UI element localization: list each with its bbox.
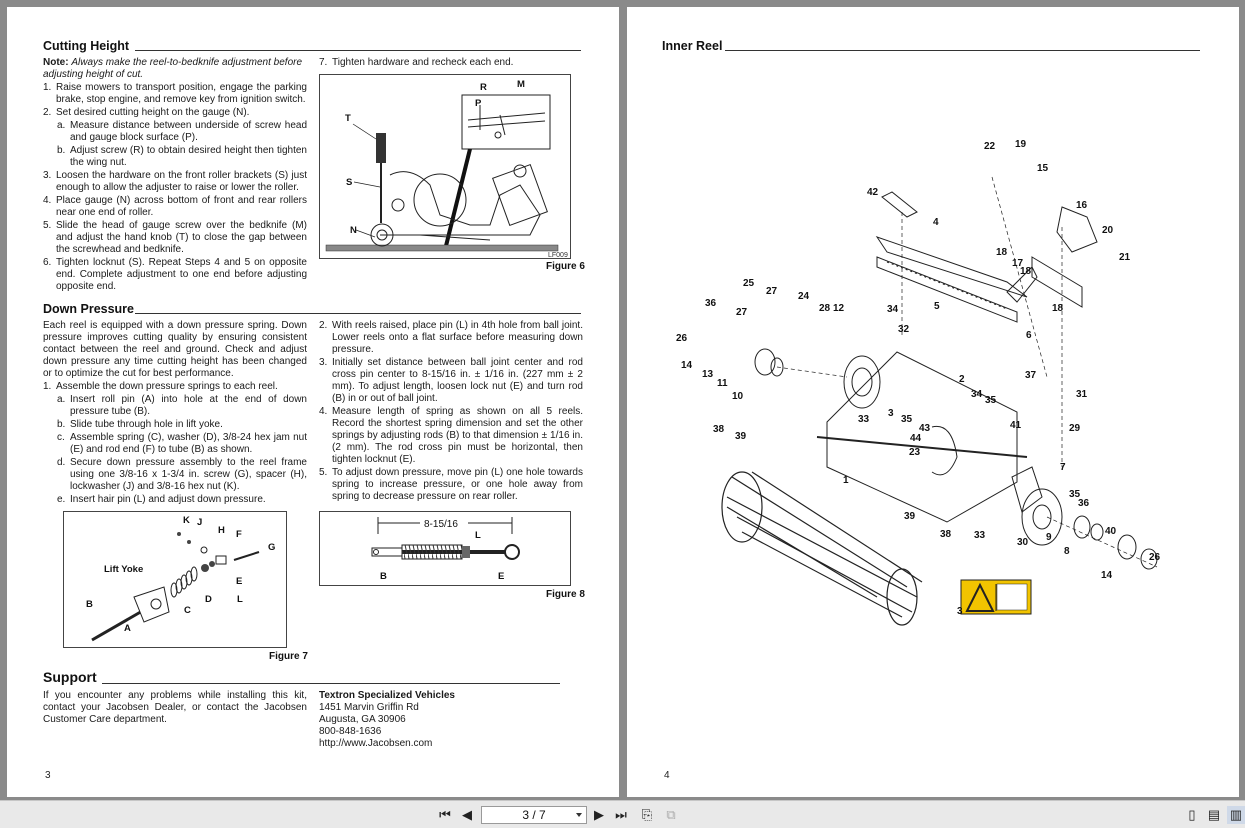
part-callout: 26: [676, 333, 688, 344]
label-t: T: [345, 113, 351, 124]
part-callout: 17: [1012, 258, 1024, 269]
figure-8-drawing: [320, 512, 570, 585]
svg-text:E: E: [498, 571, 505, 582]
part-callout: 30: [1017, 537, 1029, 548]
step-7: 7. Tighten hardware and recheck each end.: [319, 57, 514, 68]
single-page-view-icon[interactable]: ▯: [1188, 807, 1196, 822]
two-page-view-icon[interactable]: ▥: [1227, 806, 1245, 824]
step: 6. Tighten locknut (S). Repeat Steps 4 and 5 on opposite end. Complete adjustment to one end before adjusting opposite end.: [43, 257, 307, 292]
svg-text:L: L: [475, 530, 481, 541]
step: 1. Assemble the down pressure springs to each reel.: [43, 381, 278, 392]
rotate-page-icon[interactable]: ⎘: [641, 807, 653, 822]
figure-6: [319, 74, 571, 259]
step: 1. Raise mowers to transport position, engage the parking brake, stop engine, and remove key from ignition switch.: [43, 82, 307, 105]
part-callout: 40: [1105, 526, 1117, 537]
note: Note: Always make the reel-to-bedknife adjustment before adjusting height of cut.: [43, 57, 303, 80]
part-callout: 28: [819, 303, 831, 314]
part-callout: 39: [735, 431, 747, 442]
part-callout: 8: [1064, 546, 1070, 557]
part-callout: 1: [843, 475, 849, 486]
step: 4. Measure length of spring as shown on all 5 reels. Record the shortest spring dimension and set the other springs by adjusting rods (B) to that dimension ± 1/16 in. (2 mm). The rod cross pin must be horizontal, then tighten locknut (E).: [319, 406, 583, 465]
label-m: M: [517, 79, 525, 90]
part-callout: 22: [984, 141, 996, 152]
phone: 800-848-1636: [319, 726, 382, 737]
figure-code: LF009: [548, 252, 568, 258]
figure-8-caption: Figure 8: [546, 589, 585, 600]
substep: a. Insert roll pin (A) into hole at the end of down pressure tube (B).: [57, 394, 307, 417]
part-callout: 41: [1010, 420, 1022, 431]
first-page-icon[interactable]: ⏮: [439, 807, 451, 822]
svg-text:B: B: [86, 599, 93, 610]
figure-8: [319, 511, 571, 586]
part-callout: 18: [1020, 266, 1032, 277]
part-callout: 43: [919, 423, 931, 434]
part-callout: 5: [934, 301, 940, 312]
part-callout: 2: [959, 374, 965, 385]
part-callout: 26: [1149, 552, 1161, 563]
part-callout: 36: [705, 298, 717, 309]
svg-text:E: E: [236, 576, 243, 587]
part-callout: 18: [996, 247, 1008, 258]
part-callout: 7: [1060, 462, 1066, 473]
part-callout: 9: [1046, 532, 1052, 543]
part-callout: 33: [974, 530, 986, 541]
svg-text:G: G: [268, 542, 276, 553]
step: 2. With reels raised, place pin (L) in 4th hole from ball joint. Lower reels onto a flat surface before measuring down pressure.: [319, 320, 583, 355]
substep: c. Assemble spring (C), washer (D), 3/8-24 hex jam nut (E) and rod end (F) to tube (B) as shown.: [57, 432, 307, 455]
label-p: P: [475, 98, 482, 109]
figure-6-caption: Figure 6: [546, 261, 585, 272]
label-s: S: [346, 177, 353, 188]
figure-7-caption: Figure 7: [269, 651, 308, 662]
support-contact: [319, 690, 583, 750]
next-page-icon[interactable]: ▶: [594, 807, 604, 822]
svg-text:K: K: [183, 515, 190, 526]
part-callout: 10: [732, 391, 744, 402]
part-callout: 20: [1102, 225, 1114, 236]
label-n: N: [350, 225, 357, 236]
step: 4. Place gauge (N) across bottom of front and rear rollers near one end of roller.: [43, 195, 307, 218]
down-pressure-left-column: [43, 320, 307, 507]
part-callout: 27: [766, 286, 778, 297]
page-4: [627, 7, 1239, 797]
cutting-height-column: [43, 57, 307, 294]
step: 5. Slide the head of gauge screw over the bedknife (M) and adjust the hand knob (T) to close the gap between the screwhead and bedknife.: [43, 220, 307, 255]
inner-reel-heading: Inner Reel: [662, 39, 723, 53]
address-line-2: Augusta, GA 30906: [319, 714, 406, 725]
figure-7: [63, 511, 287, 648]
down-pressure-intro: Each reel is equipped with a down pressure spring. Down pressure improves cutting quality by ensuring consistent contact between the reel and ground. Check and adjust down pressure any time cutting height has been changed or to optimize the cut for best performance.: [43, 320, 307, 379]
part-callout: 42: [867, 187, 879, 198]
lift-yoke-label: Lift Yoke: [104, 564, 144, 575]
part-callout: 23: [909, 447, 921, 458]
continuous-view-icon[interactable]: ▤: [1207, 807, 1221, 822]
part-callout: 29: [1069, 423, 1081, 434]
step: 5. To adjust down pressure, move pin (L) one hole towards spring to increase pressure, or one hole away from spring to decrease pressure on rear roller.: [319, 467, 583, 502]
part-callout: 18: [1052, 303, 1064, 314]
heading-rule: [725, 50, 1200, 51]
page-selector[interactable]: [481, 806, 587, 824]
support-text: If you encounter any problems while installing this kit, contact your Jacobsen Dealer, or contact the Jacobsen Customer Care department.: [43, 690, 307, 725]
copy-page-icon[interactable]: ⧉: [666, 807, 676, 822]
part-callout: 36: [1078, 498, 1090, 509]
part-callout: 34: [971, 389, 983, 400]
part-callout: 3: [888, 408, 894, 419]
part-callout: 32: [898, 324, 910, 335]
figure-7-drawing: [64, 512, 286, 647]
part-callout: 12: [833, 303, 845, 314]
address-line-1: 1451 Marvin Griffin Rd: [319, 702, 419, 713]
svg-text:D: D: [205, 594, 212, 605]
part-callout: 3: [957, 606, 963, 617]
dimension-label: 8-15/16: [424, 519, 458, 530]
step: 3. Loosen the hardware on the front roller brackets (S) just enough to allow the adjuster to raise or lower the roller.: [43, 170, 307, 193]
part-callout: 39: [904, 511, 916, 522]
part-callout: 19: [1015, 139, 1027, 150]
part-callout: 37: [1025, 370, 1037, 381]
substep: e. Insert hair pin (L) and adjust down pressure.: [57, 494, 266, 505]
substep: d. Secure down pressure assembly to the reel frame using one 3/8-16 x 1-3/4 in. screw (G), spacer (H), lockwasher (J) and 3/8-16 hex nut (K).: [57, 457, 307, 492]
label-r: R: [480, 82, 487, 93]
svg-text:F: F: [236, 529, 242, 540]
inner-reel-exploded-diagram: [687, 137, 1227, 737]
part-callout: 14: [1101, 570, 1113, 581]
viewer-toolbar: [0, 800, 1245, 828]
part-callout: 16: [1076, 200, 1088, 211]
part-callout: 25: [743, 278, 755, 289]
website-link[interactable]: http://www.Jacobsen.com: [319, 738, 433, 749]
heading-rule: [135, 313, 581, 314]
svg-text:B: B: [380, 571, 387, 582]
part-callout: 6: [1026, 330, 1032, 341]
last-page-icon[interactable]: ⏭: [615, 807, 627, 822]
page-number: 3: [45, 770, 51, 781]
figure-6-drawing: [320, 75, 570, 258]
part-callout: 34: [887, 304, 899, 315]
support-heading: Support: [43, 669, 97, 685]
part-callout: 13: [702, 369, 714, 380]
chevron-down-icon: [576, 813, 582, 817]
substep: b. Adjust screw (R) to obtain desired height then tighten the wing nut.: [57, 145, 307, 168]
part-callout: 14: [681, 360, 693, 371]
svg-text:H: H: [218, 525, 225, 536]
prev-page-icon[interactable]: ◀: [462, 807, 472, 822]
page-number: 4: [664, 770, 670, 781]
company-name: Textron Specialized Vehicles: [319, 690, 455, 701]
part-callout: 35: [901, 414, 913, 425]
part-callout: 35: [1069, 489, 1081, 500]
heading-rule: [135, 50, 581, 51]
step: 3. Initially set distance between ball joint center and rod cross pin center to 8-15/16 in. ± 1/16 in. (227 mm ± 2 mm). To adjust length, loosen lock nut (E) and turn rod (B) in or out of ball joint.: [319, 357, 583, 404]
part-callout: 38: [940, 529, 952, 540]
step: 2. Set desired cutting height on the gauge (N).: [43, 107, 250, 118]
svg-text:A: A: [124, 623, 131, 634]
part-callout: 15: [1037, 163, 1049, 174]
substep: a. Measure distance between underside of screw head and gauge block surface (P).: [57, 120, 307, 143]
substep: b. Slide tube through hole in lift yoke.: [57, 419, 223, 430]
part-callout: 4: [933, 217, 939, 228]
page-3: [7, 7, 619, 797]
part-callout: 21: [1119, 252, 1131, 263]
heading-rule: [102, 683, 560, 684]
page-indicator: 3 / 7: [522, 808, 546, 822]
part-callout: 38: [713, 424, 725, 435]
cutting-height-heading: Cutting Height: [43, 39, 130, 53]
svg-text:L: L: [237, 594, 243, 605]
down-pressure-right-column: [319, 320, 583, 504]
part-callout: 31: [1076, 389, 1088, 400]
down-pressure-heading: Down Pressure: [43, 302, 135, 316]
part-callout: 44: [910, 433, 922, 444]
part-callout: 24: [798, 291, 810, 302]
part-callout: 11: [717, 378, 728, 389]
part-callout: 35: [985, 395, 997, 406]
svg-text:J: J: [197, 517, 203, 528]
part-callout: 33: [858, 414, 870, 425]
part-callout: 27: [736, 307, 748, 318]
svg-text:C: C: [184, 605, 191, 616]
